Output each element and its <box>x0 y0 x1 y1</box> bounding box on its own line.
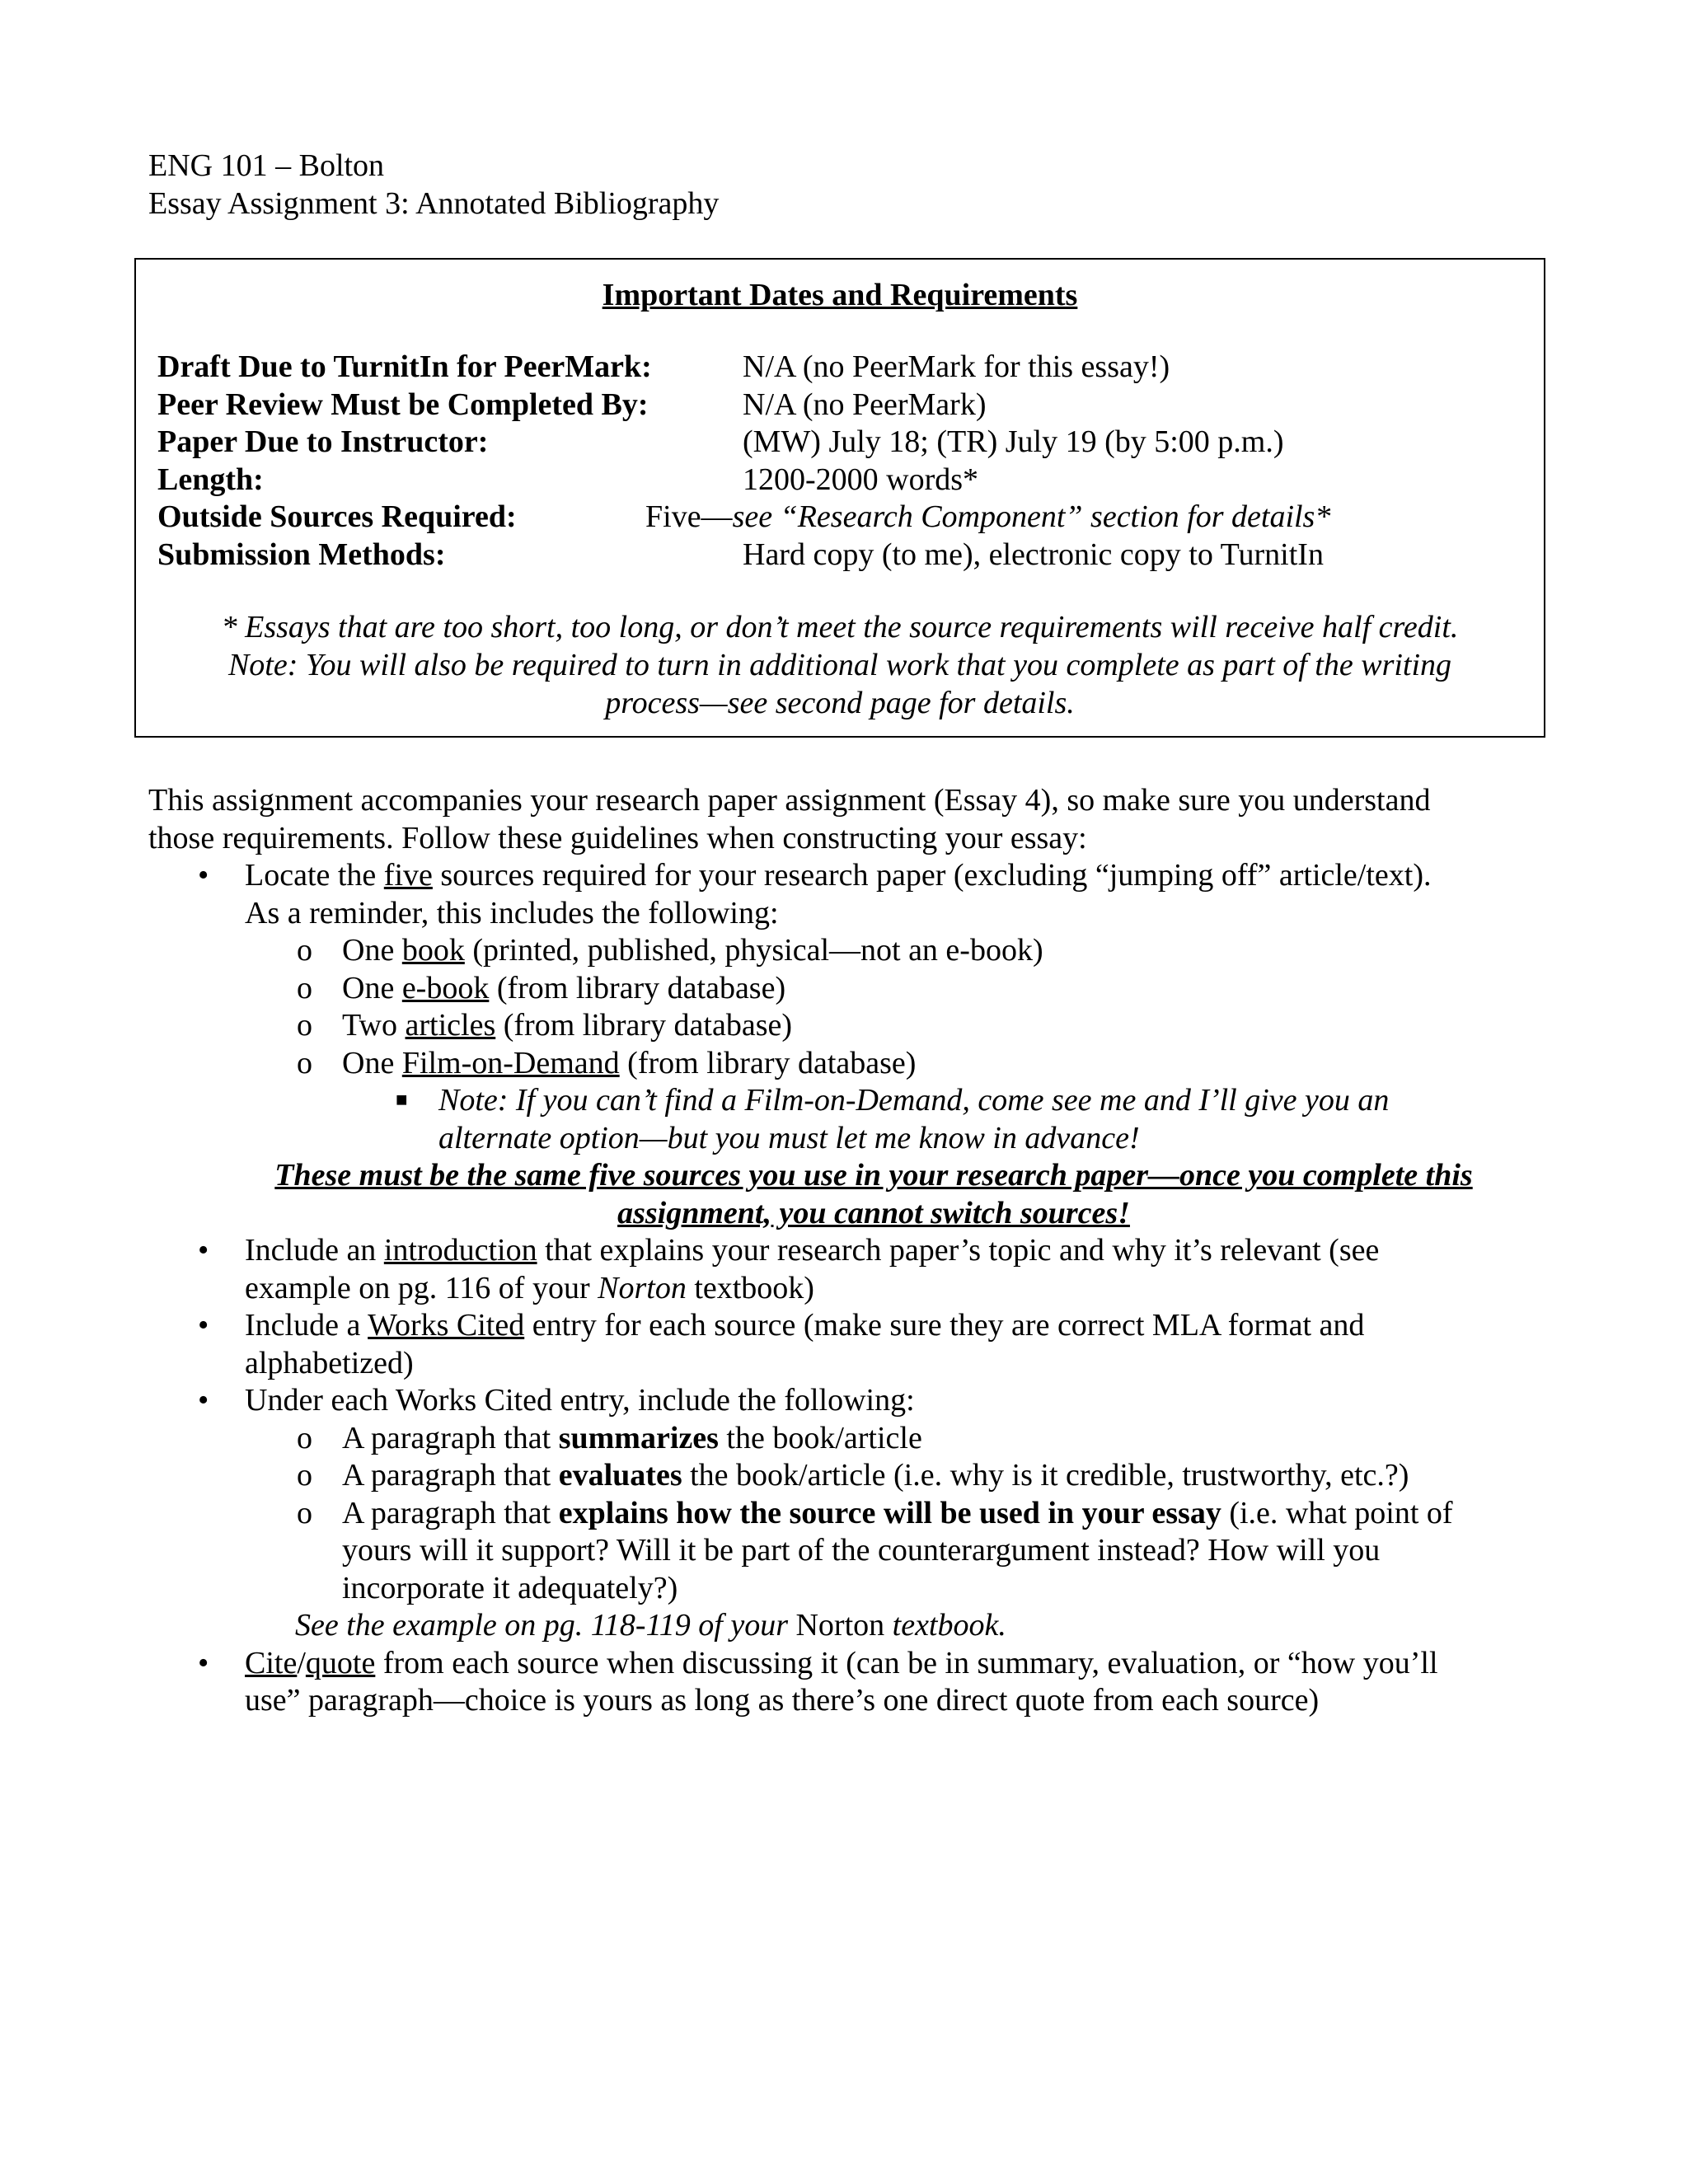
req-value: Hard copy (to me), electronic copy to TurnitIn <box>743 537 1324 572</box>
req-label: Peer Review Must be Completed By: <box>157 387 649 422</box>
underlined-text: Film-on-Demand <box>401 1045 620 1080</box>
bold-text: summarizes <box>558 1420 719 1455</box>
text: the book/article (i.e. why is it credible, trustworthy, etc.?) <box>682 1458 1409 1493</box>
text: A paragraph that <box>342 1495 559 1530</box>
footnote-line: * Essays that are too short, too long, or don’t meet the source requirements will receive half credit. <box>221 610 1459 644</box>
text: sources required for your research paper (excluding “jumping off” article/text). <box>432 858 1432 893</box>
underlined-text: five <box>383 858 433 893</box>
footnote-line: Note: You will also be required to turn in additional work that you complete as part of the writing <box>227 648 1452 682</box>
circle-bullet-icon: o <box>297 1420 312 1455</box>
req-value-italic: see “Research Component” section for details* <box>732 499 1331 534</box>
sub-list-item <box>148 1006 1550 1044</box>
italic-text: See the example on pg. 118-119 of your <box>295 1608 796 1643</box>
text: the book/article <box>718 1420 922 1455</box>
list-item <box>148 1231 1550 1269</box>
circle-bullet-icon: o <box>297 970 312 1005</box>
sub-list-item <box>148 1456 1550 1494</box>
sub-list-item <box>148 1494 1550 1532</box>
req-label: Length: <box>157 462 264 497</box>
req-label: Submission Methods: <box>157 537 446 572</box>
footnote-line: process—see second page for details. <box>605 686 1075 720</box>
text: Two <box>342 1008 406 1043</box>
sub-list-item <box>148 1044 1550 1082</box>
sub-list-item <box>148 931 1550 969</box>
list-item-continuation: As a reminder, this includes the following: <box>245 895 779 930</box>
bullet-icon: • <box>198 1645 209 1680</box>
list-item <box>148 856 1550 894</box>
bullet-icon: • <box>198 858 209 893</box>
intro-line: those requirements. Follow these guidelines when constructing your essay: <box>148 820 1087 855</box>
req-label: Paper Due to Instructor: <box>157 424 489 459</box>
circle-bullet-icon: o <box>297 1458 312 1493</box>
bullet-icon: • <box>198 1383 209 1418</box>
underlined-text: quote <box>305 1645 376 1680</box>
text: Under each Works Cited entry, include the following: <box>245 1383 915 1418</box>
example-reference <box>148 1606 1550 1644</box>
text: Include an <box>245 1233 384 1268</box>
text: (from library database) <box>619 1045 917 1080</box>
circle-bullet-icon: o <box>297 1495 312 1530</box>
square-bullet-icon: ■ <box>396 1090 408 1111</box>
req-value: 1200-2000 words* <box>743 462 979 497</box>
italic-text: Norton <box>598 1270 687 1305</box>
assignment-title: Essay Assignment 3: Annotated Bibliography <box>148 186 720 221</box>
guidelines-body <box>148 781 1550 1719</box>
req-value: N/A (no PeerMark) <box>743 387 987 422</box>
list-item <box>148 1306 1550 1344</box>
bullet-icon: • <box>198 1233 209 1268</box>
underlined-text: e-book <box>401 970 490 1005</box>
list-item-continuation: alphabetized) <box>245 1345 414 1380</box>
sub-list-continuation: yours will it support? Will it be part of the counterargument instead? How will you <box>342 1533 1381 1568</box>
text: Locate the <box>245 858 384 893</box>
text: One <box>342 970 402 1005</box>
sub-list-item <box>148 1419 1550 1457</box>
underlined-text: introduction <box>383 1233 537 1268</box>
bullet-icon: • <box>198 1308 209 1343</box>
req-value-plain: Five— <box>645 499 733 534</box>
req-value: (MW) July 18; (TR) July 19 (by 5:00 p.m.) <box>743 424 1284 459</box>
text: from each source when discussing it (can be in summary, evaluation, or “how you’ll <box>375 1645 1438 1680</box>
sub-list-continuation: incorporate it adequately?) <box>342 1570 678 1605</box>
warning-line: These must be the same five sources you use in your research paper—once you complete this <box>274 1158 1473 1193</box>
text: (printed, published, physical—not an e-book) <box>464 933 1043 968</box>
circle-bullet-icon: o <box>297 1045 312 1080</box>
text: Norton <box>795 1608 885 1643</box>
text: A paragraph that <box>342 1458 559 1493</box>
course-line: ENG 101 – Bolton <box>148 148 385 183</box>
text: (i.e. what point of <box>1221 1495 1453 1530</box>
list-item <box>148 1644 1550 1682</box>
underlined-text: Works Cited <box>368 1308 525 1343</box>
req-value: N/A (no PeerMark for this essay!) <box>743 349 1170 384</box>
list-item-continuation: use” paragraph—choice is yours as long as there’s one direct quote from each source) <box>245 1683 1320 1718</box>
intro-line: This assignment accompanies your research paper assignment (Essay 4), so make sure you understand <box>148 783 1431 818</box>
note-continuation: alternate option—but you must let me know in advance! <box>438 1120 1140 1155</box>
list-item <box>148 1381 1550 1419</box>
text: Include a <box>245 1308 368 1343</box>
text: (from library database) <box>495 1008 793 1043</box>
warning-line: assignment, you cannot switch sources! <box>617 1195 1130 1230</box>
req-label: Draft Due to TurnitIn for PeerMark: <box>157 349 652 384</box>
text: (from library database) <box>489 970 786 1005</box>
text: example on pg. 116 of your <box>245 1270 598 1305</box>
req-value-sources <box>645 498 1330 536</box>
document-header <box>148 147 719 223</box>
bold-text: explains how the source will be used in your essay <box>558 1495 1221 1530</box>
text: that explains your research paper’s topic and why it’s relevant (see <box>537 1233 1380 1268</box>
requirements-box <box>134 258 1545 738</box>
underlined-text: book <box>401 933 465 968</box>
list-item-continuation <box>148 1269 1550 1307</box>
bold-text: evaluates <box>558 1458 682 1493</box>
note-item <box>148 1081 1550 1119</box>
circle-bullet-icon: o <box>297 933 312 968</box>
underlined-text: Cite <box>245 1645 298 1680</box>
text: One <box>342 933 402 968</box>
circle-bullet-icon: o <box>297 1008 312 1043</box>
italic-text: textbook. <box>884 1608 1006 1643</box>
requirements-title: Important Dates and Requirements <box>602 278 1078 312</box>
note-text: Note: If you can’t find a Film-on-Demand, come see me and I’ll give you an <box>438 1083 1390 1118</box>
text: entry for each source (make sure they are correct MLA format and <box>524 1308 1365 1343</box>
requirements-values <box>136 348 1544 573</box>
text: textbook) <box>686 1270 814 1305</box>
req-label: Outside Sources Required: <box>157 499 517 534</box>
sub-list-item <box>148 969 1550 1007</box>
underlined-text: articles <box>405 1008 496 1043</box>
text: / <box>297 1645 306 1680</box>
text: A paragraph that <box>342 1420 559 1455</box>
text: One <box>342 1045 402 1080</box>
requirements-footnote <box>152 608 1527 722</box>
